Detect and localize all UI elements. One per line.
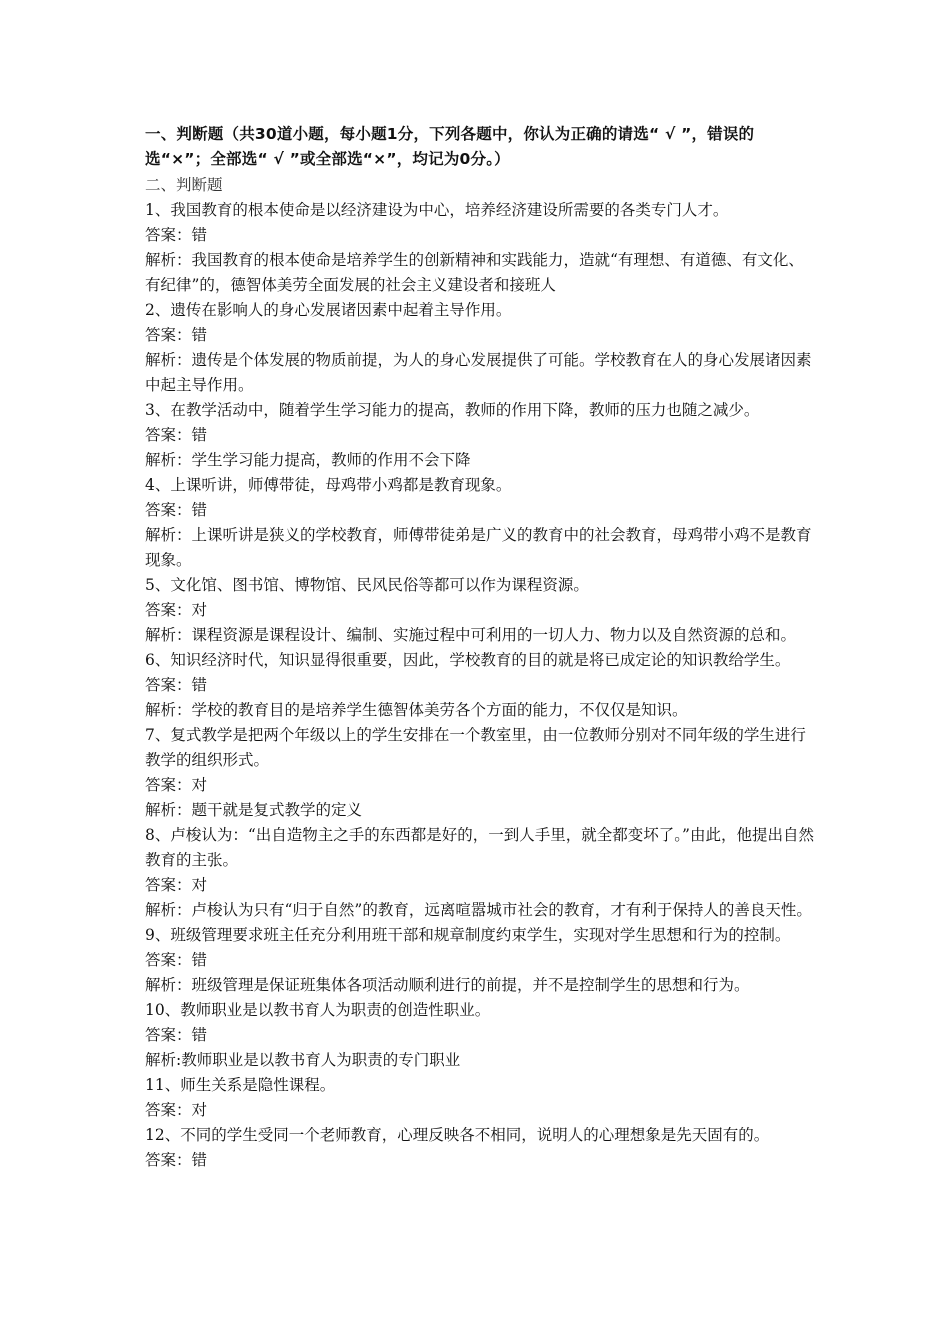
question-list [145,198,817,1173]
question-text: 11、师生关系是隐性课程。 [145,1076,336,1094]
analysis-line: 解析：学校的教育目的是培养学生德智体美劳各个方面的能力，不仅仅是知识。 [145,701,688,719]
answer-line: 答案：错 [145,676,208,694]
question-text: 9、班级管理要求班主任充分利用班干部和规章制度约束学生，实现对学生思想和行为的控制。 [145,926,791,944]
analysis-line: 解析：班级管理是保证班集体各项活动顺利进行的前提，并不是控制学生的思想和行为。 [145,976,750,994]
question-text: 10、教师职业是以教书育人为职责的创造性职业。 [145,1001,491,1019]
question-text: 6、知识经济时代，知识显得很重要，因此，学校教育的目的就是将已成定论的知识教给学生。 [145,651,791,669]
section-subheading: 二、判断题 [145,176,223,194]
answer-line: 答案：对 [145,601,208,619]
answer-line: 答案：对 [145,876,208,894]
answer-line: 答案：错 [145,226,208,244]
question-text: 5、文化馆、图书馆、博物馆、民风民俗等都可以作为课程资源。 [145,576,589,594]
analysis-line: 解析：学生学习能力提高，教师的作用不会下降 [145,451,471,469]
answer-line: 答案：错 [145,326,208,344]
analysis-line: 解析：我国教育的根本使命是培养学生的创新精神和实践能力，造就“有理想、有道德、有文化、有纪律”的，德智体美劳全面发展的社会主义建设者和接班人 [145,251,804,294]
analysis-line: 解析：卢梭认为只有“归于自然”的教育，远离喧嚣城市社会的教育，才有利于保持人的善良天性。 [145,901,812,919]
answer-line: 答案：错 [145,501,208,519]
question-text: 8、卢梭认为：“出自造物主之手的东西都是好的，一到人手里，就全都变坏了。”由此，他提出自然教育的主张。 [145,826,814,869]
section-heading: 一、判断题（共30道小题，每小题1分，下列各题中，你认为正确的请选“ √ ”，错误的选“×”；全部选“ √ ”或全部选“×”，均记为0分。） [145,125,755,168]
document-page [145,122,817,1173]
analysis-line: 解析：题干就是复式教学的定义 [145,801,363,819]
question-text: 4、上课听讲，师傅带徒，母鸡带小鸡都是教育现象。 [145,476,512,494]
answer-line: 答案：对 [145,1101,208,1119]
question-text: 7、复式教学是把两个年级以上的学生安排在一个教室里，由一位教师分别对不同年级的学生进行教学的组织形式。 [145,726,806,769]
analysis-line: 解析：课程资源是课程设计、编制、实施过程中可利用的一切人力、物力以及自然资源的总和。 [145,626,797,644]
question-text: 2、遗传在影响人的身心发展诸因素中起着主导作用。 [145,301,512,319]
answer-line: 答案：错 [145,1026,208,1044]
question-text: 12、不同的学生受同一个老师教育，心理反映各不相同，说明人的心理想象是先天固有的。 [145,1126,770,1144]
analysis-line: 解析:教师职业是以教书育人为职责的专门职业 [145,1051,461,1069]
answer-line: 答案：错 [145,426,208,444]
answer-line: 答案：对 [145,776,208,794]
question-text: 1、我国教育的根本使命是以经济建设为中心，培养经济建设所需要的各类专门人才。 [145,201,729,219]
question-text: 3、在教学活动中，随着学生学习能力的提高，教师的作用下降，教师的压力也随之减少。 [145,401,760,419]
analysis-line: 解析：上课听讲是狭义的学校教育，师傅带徒弟是广义的教育中的社会教育，母鸡带小鸡不是教育现象。 [145,526,812,569]
analysis-line: 解析：遗传是个体发展的物质前提，为人的身心发展提供了可能。学校教育在人的身心发展诸因素中起主导作用。 [145,351,812,394]
answer-line: 答案：错 [145,951,208,969]
answer-line: 答案：错 [145,1151,208,1169]
